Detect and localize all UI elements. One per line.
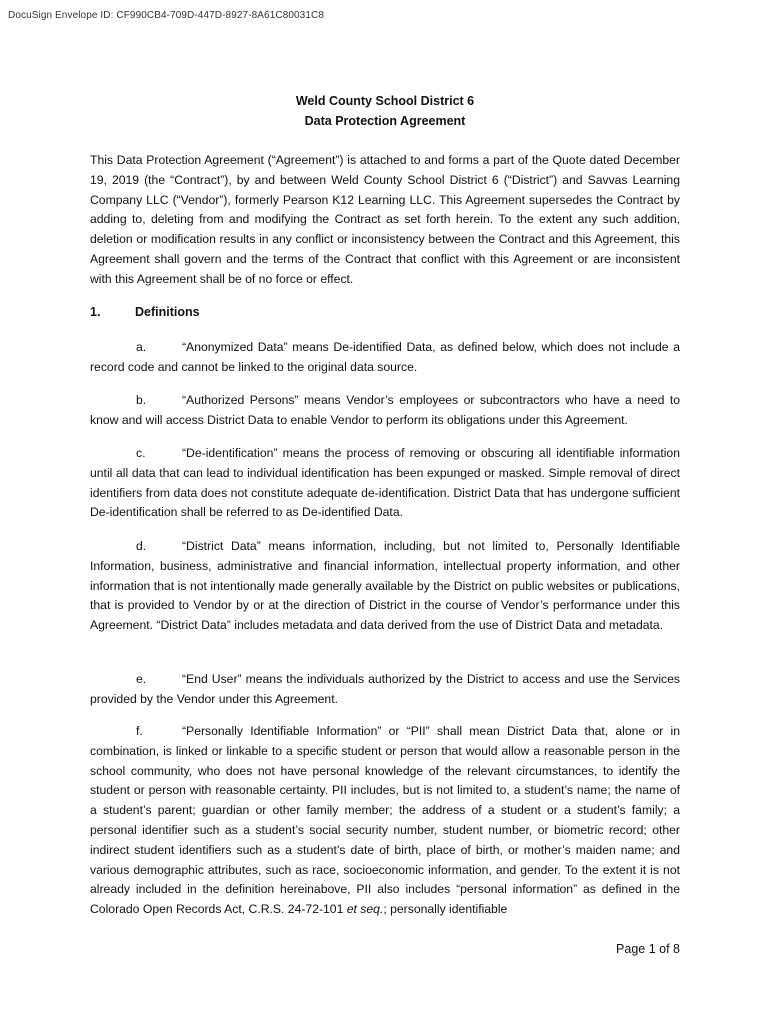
definition-letter: d. [136,539,147,553]
definition-text-tail: ; personally identifiable [383,902,508,917]
docusign-envelope-id: DocuSign Envelope ID: CF990CB4-709D-447D-8927-8A61C80031C8 [8,10,324,21]
definition-letter: a. [136,340,147,354]
document-title: Weld County School District 6 [295,94,475,108]
section-number: 1. [90,305,101,319]
definition-text: “District Data” means information, including, but not limited to, Personally Identifiable Information, business, administrative and financial information, intellectual property information, and other information that is not intentionally made generally available by the District on public websites or publications, that is provided to Vendor by or at the direction of District in the course of Vendor’s performance under this Agreement. “District Data” includes metadata and data derived from the use of District Data and metadata. [90,539,680,633]
definition-f [90,722,680,920]
definition-text: “De-identification” means the process of removing or obscuring all identifiable information until all data that can lead to individual identification has been expunged or masked. Simple removal of direct identifiers from data does not constitute adequate de-identification. District Data that has undergone sufficient De-identification shall be referred to as De-identified Data. [90,446,680,520]
definition-text: “Anonymized Data” means De-identified Data, as defined below, which does not include a record code and cannot be linked to the original data source. [90,340,680,374]
document-subtitle: Data Protection Agreement [304,114,466,128]
section-heading: Definitions [135,305,200,319]
page-number: Page 1 of 8 [616,942,680,956]
definition-text: “End User” means the individuals authorized by the District to access and use the Services provided by the Vendor under this Agreement. [90,672,680,706]
definition-letter: c. [136,446,146,460]
definition-d [90,537,680,636]
definition-letter: f. [136,724,143,738]
definition-a [90,338,680,378]
definition-letter: e. [136,672,147,686]
definition-text: “Personally Identifiable Information” or “PII” shall mean District Data that, alone or in combination, is linked or linkable to a specific student or person that would allow a reasonable person in the school community, who does not have personal knowledge of the relevant circumstances, to identify the student or person with reasonable certainty. PII includes, but is not limited to, a student’s name; the name of a student’s parent; guardian or other family member; the address of a student or a student’s family; a personal identifier such as a student’s social security number, student number, or biometric record; other indirect student identifiers such as a student’s date of birth, place of birth, or mother’s maiden name; and various demographic attributes, such as race, socioeconomic information, and gender. To the extent it is not already included in the definition hereinabove, PII also includes “personal information” as defined in the Colorado Open Records Act, C.R.S. 24-72-101 [90,724,680,917]
intro-paragraph: This Data Protection Agreement (“Agreement”) is attached to and forms a part of the Quote dated December 19, 2019 (the “Contract”), by and between Weld County School District 6 (“District”) and Savvas Learning Company LLC (“Vendor”), formerly Pearson K12 Learning LLC. This Agreement supersedes the Contract by adding to, deleting from and modifying the Contract as set forth herein. To the extent any such addition, deletion or modification results in any conflict or inconsistency between the Contract and this Agreement, this Agreement shall govern and the terms of the Contract that conflict with this Agreement or are inconsistent with this Agreement shall be of no force or effect. [90,153,680,286]
definition-e [90,670,680,710]
definition-text: “Authorized Persons” means Vendor’s employees or subcontractors who have a need to know and will access District Data to enable Vendor to perform its obligations under this Agreement. [90,393,680,427]
definition-text-italic: et seq. [346,902,384,917]
definition-letter: b. [136,393,147,407]
definition-b [90,391,680,431]
definition-c [90,444,680,523]
